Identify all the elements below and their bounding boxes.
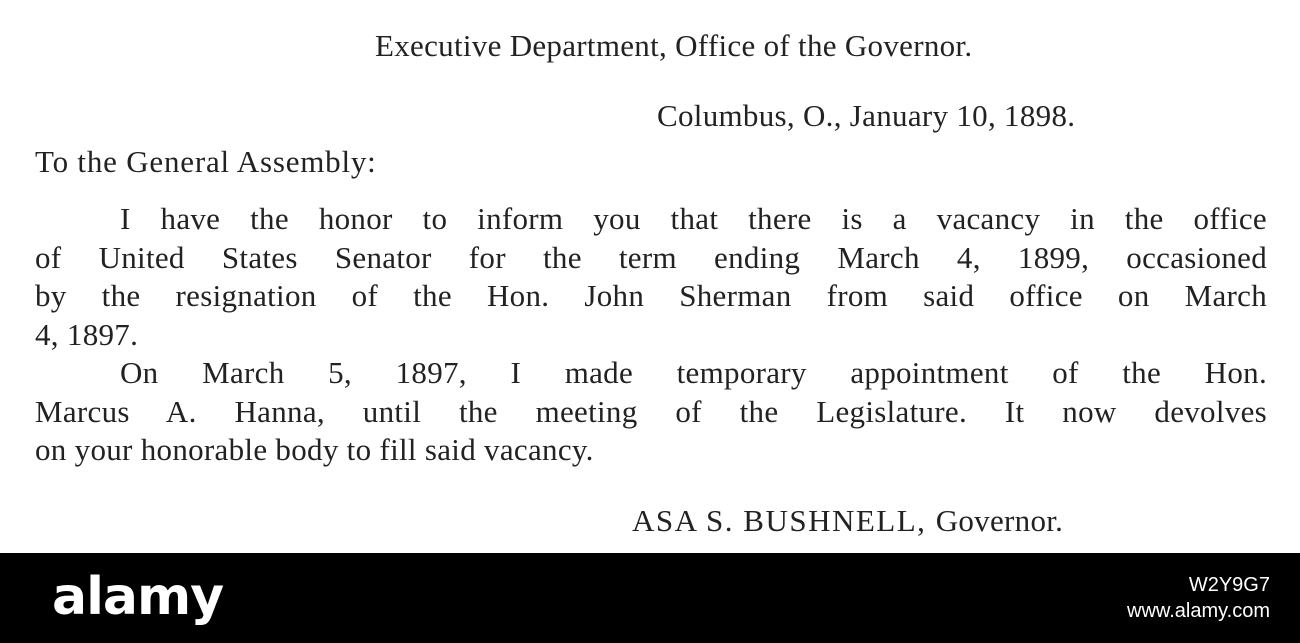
letter-body — [35, 200, 1267, 470]
letter-salutation: To the General Assembly: — [35, 144, 377, 179]
site-url-label: www.alamy.com — [1127, 600, 1270, 622]
body-line: Marcus A. Hanna, until the meeting of the Legislature. It now devolves — [35, 393, 1267, 429]
letter-signature — [632, 503, 1063, 539]
body-line: 4, 1897. — [35, 316, 139, 352]
body-line: on your honorable body to fill said vacancy. — [35, 432, 594, 467]
signature-name: ASA S. BUSHNELL, — [632, 503, 927, 538]
body-line: On March 5, 1897, I made temporary appointment of the Hon. — [120, 355, 1267, 390]
watermark-bar — [0, 553, 1300, 643]
body-line: of United States Senator for the term ending March 4, 1899, occasioned — [35, 239, 1267, 275]
signature-title: Governor. — [935, 503, 1064, 538]
alamy-logo: alamy — [52, 567, 224, 627]
letter-dateline: Columbus, O., January 10, 1898. — [657, 98, 1076, 133]
body-line: by the resignation of the Hon. John Sherman from said office on March — [35, 278, 1267, 313]
body-line: I have the honor to inform you that there is a vacancy in the office — [120, 201, 1267, 236]
letter-heading: Executive Department, Office of the Governor. — [375, 28, 973, 63]
image-id-label: W2Y9G7 — [1188, 574, 1270, 596]
